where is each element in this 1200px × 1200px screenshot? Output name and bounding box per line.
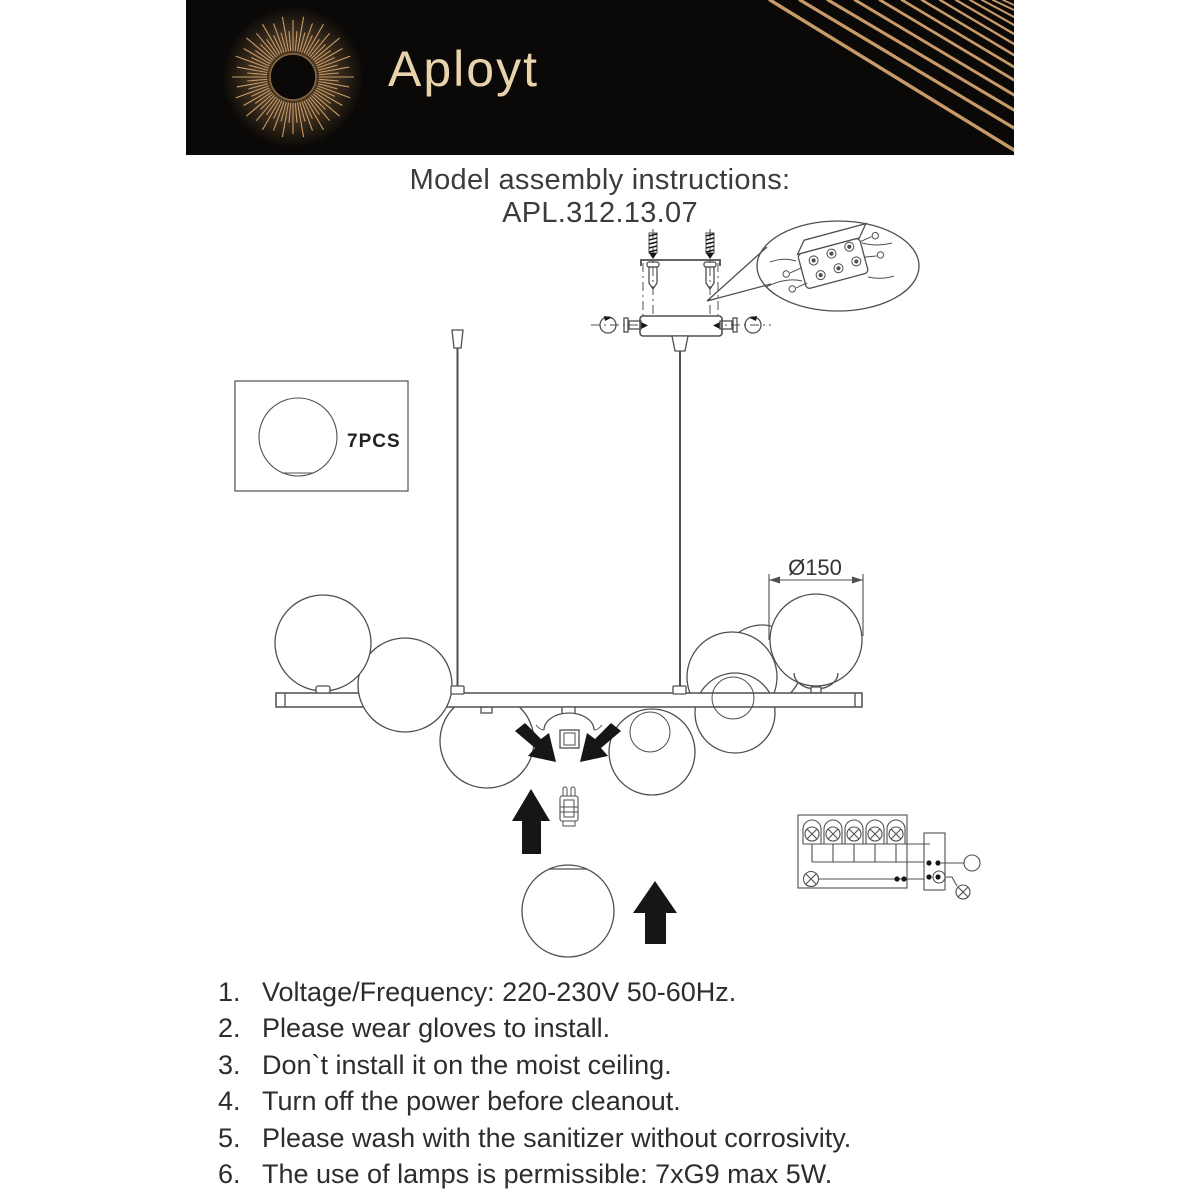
item-text: Please wash with the sanitizer without corrosivity. <box>262 1122 852 1153</box>
wiring-diagram <box>798 815 980 899</box>
instructions-list <box>218 977 1018 1195</box>
instruction-item <box>218 1159 1018 1195</box>
lamp-symbol-icon <box>803 820 905 844</box>
item-text: Turn off the power before cleanout. <box>262 1086 681 1117</box>
g9-bulb-icon <box>560 787 578 826</box>
item-text: Voltage/Frequency: 220-230V 50-60Hz. <box>262 977 737 1007</box>
ceiling-mount-drawing <box>591 221 919 351</box>
instruction-item <box>218 1086 1018 1122</box>
diameter-label: Ø150 <box>788 555 842 580</box>
suspension-rods <box>452 330 680 688</box>
item-number: 2. <box>218 1013 241 1044</box>
instruction-item <box>218 1123 1018 1159</box>
parts-count-label: 7PCS <box>347 431 401 452</box>
item-number: 5. <box>218 1122 241 1153</box>
page-title: Model assembly instructions: <box>409 164 791 196</box>
item-text: The use of lamps is permissible: 7xG9 max 5W. <box>262 1158 833 1189</box>
instruction-item <box>218 1013 1018 1049</box>
brand-wordmark: Aployt <box>388 41 539 97</box>
item-number: 4. <box>218 1086 241 1117</box>
loose-globe-drawing <box>522 865 614 957</box>
item-text: Please wear gloves to install. <box>262 1013 611 1044</box>
item-number: 1. <box>218 977 241 1007</box>
terminal-block-icon <box>776 221 887 294</box>
item-number: 3. <box>218 1049 241 1080</box>
instruction-item <box>218 977 1018 1013</box>
item-number: 6. <box>218 1158 241 1189</box>
model-code: APL.312.13.07 <box>502 197 698 229</box>
instruction-item <box>218 1050 1018 1086</box>
terminal-block-callout <box>707 221 919 311</box>
item-text: Don`t install it on the moist ceiling. <box>262 1049 672 1080</box>
